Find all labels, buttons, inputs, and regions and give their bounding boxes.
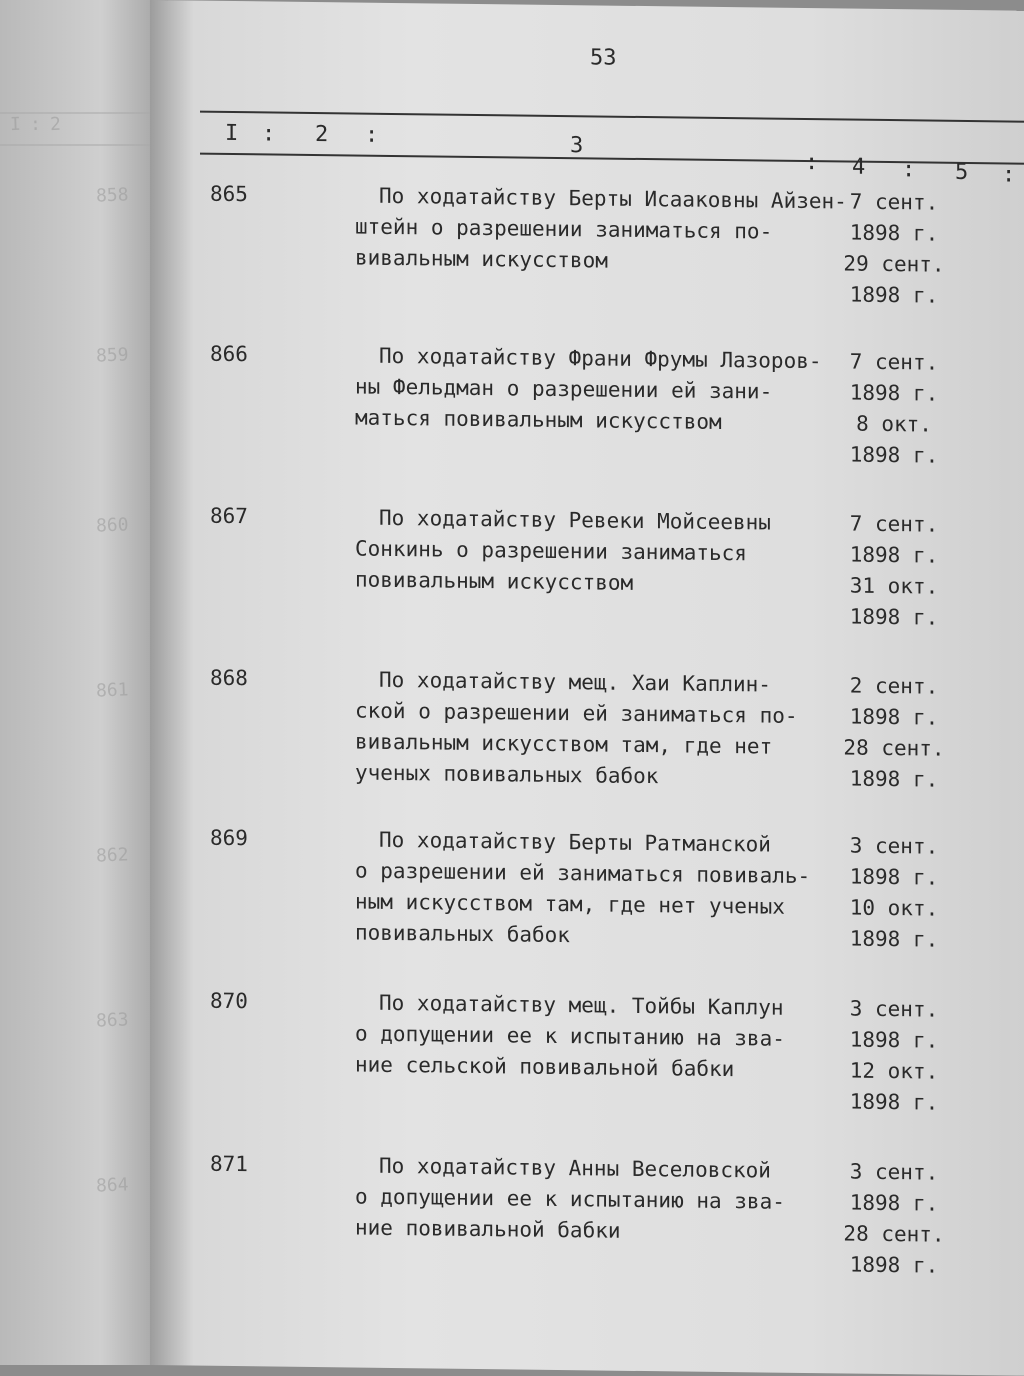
start-year: 1898 г. [849,220,939,246]
facing-page-number: 863 [95,1009,129,1032]
description-line: По ходатайству мещ. Хаи Каплин- [379,667,771,697]
end-year: 1898 г. [849,1252,939,1278]
entry-description [355,503,815,602]
description-line: о допущении ее к испытанию на зва- [355,1021,785,1051]
description-line: маться повивальным искусством [355,405,722,434]
description-line: ученых повивальных бабок [355,760,659,789]
end-year: 1898 г. [849,604,939,630]
facing-page-number: 861 [95,679,129,702]
description-line: ние сельской повивальной бабки [355,1052,735,1082]
register-entry [150,1148,1024,1278]
end-date: 8 окт. [856,411,932,437]
end-date: 12 окт. [849,1058,939,1084]
description-line: По ходатайству мещ. Тойбы Каплун [379,990,784,1020]
description-line: штейн о разрешении заниматься по- [355,214,773,244]
start-year: 1898 г. [849,1190,939,1216]
entry-description [355,825,815,955]
entry-number: 865 [210,181,248,207]
entry-dates [814,830,974,956]
description-line: о допущении ее к испытанию на зва- [355,1184,785,1214]
description-line: вивальным искусством [355,245,608,273]
start-date: 2 сент. [849,673,939,699]
description-line: о разрешении ей заниматься повиваль- [355,858,811,889]
entry-dates [814,993,974,1119]
column-separator: : [902,157,916,183]
description-line: По ходатайству Франи Фрумы Лазоров- [379,343,822,374]
end-year: 1898 г. [849,442,939,468]
document-page [150,0,1024,1376]
description-line: вивальным искусством там, где нет [355,729,773,759]
register-entry [150,500,1024,630]
description-line: ние повивальной бабки [355,1215,621,1243]
header-top-rule [200,111,1024,123]
header-bottom-rule [200,153,1024,165]
entry-description [355,181,847,280]
entry-number: 866 [210,341,248,367]
start-date: 3 сент. [849,1159,939,1185]
register-entry [150,338,1024,468]
end-date: 31 окт. [849,573,939,599]
entry-number: 869 [210,825,248,851]
entry-description [355,1151,815,1250]
end-date: 28 сент. [843,735,945,761]
entry-dates [814,670,974,796]
start-date: 3 сент. [849,996,939,1022]
end-year: 1898 г. [849,926,939,952]
description-line: По ходатайству Берты Ратманской [379,827,771,857]
facing-page-header-col2: 2 [49,113,62,136]
description-line: повивальным искусством [355,567,634,595]
end-date: 29 сент. [843,251,945,277]
start-year: 1898 г. [849,1027,939,1053]
register-entry [150,985,1024,1115]
end-date: 10 окт. [849,895,939,921]
start-date: 3 сент. [849,833,939,859]
column-separator: : [365,122,379,148]
start-year: 1898 г. [849,704,939,730]
description-line: повивальных бабок [355,920,570,948]
end-year: 1898 г. [849,1089,939,1115]
end-date: 28 сент. [843,1221,945,1247]
entry-dates [814,346,974,472]
start-date: 7 сент. [849,511,939,537]
start-year: 1898 г. [849,542,939,568]
register-entry [150,662,1024,792]
description-line: ской о разрешении ей заниматься по- [355,698,798,728]
entry-number: 867 [210,503,248,529]
column-header-4: 4 [852,154,866,180]
page-number: 53 [590,45,617,71]
column-separator: : [1002,162,1016,188]
facing-page-number: 860 [95,514,129,537]
facing-page-header-sep: : [29,113,42,136]
end-year: 1898 г. [849,766,939,792]
column-separator: : [262,121,276,147]
facing-page-number: 859 [95,344,129,367]
facing-page-header-col1: I [9,113,22,136]
start-date: 7 сент. [849,189,939,215]
column-separator: : [805,150,819,176]
end-year: 1898 г. [849,282,939,308]
start-date: 7 сент. [849,349,939,375]
entry-dates [814,1156,974,1282]
register-entry [150,178,1024,308]
entry-number: 871 [210,1151,248,1177]
entry-number: 868 [210,665,248,691]
entry-description [355,988,815,1087]
column-header-1: I [225,120,239,147]
facing-page-number: 858 [95,184,129,207]
description-line: Сонкинь о разрешении заниматься [355,536,747,566]
facing-page-number: 864 [95,1174,129,1197]
start-year: 1898 г. [849,380,939,406]
entry-number: 870 [210,988,248,1014]
description-line: По ходатайству Анны Веселовской [379,1153,771,1183]
column-header-2: 2 [315,122,329,148]
facing-page-header-rule [0,112,160,146]
column-header-3: 3 [570,133,584,159]
description-line: По ходатайству Ревеки Мойсеевны [379,505,771,535]
facing-page [0,0,168,1365]
entry-dates [814,186,974,312]
description-line: ным искусством там, где нет ученых [355,889,785,919]
facing-page-number: 862 [95,844,129,867]
column-header-5: 5 [955,159,969,185]
register-entry [150,822,1024,952]
description-line: ны Фельдман о разрешении ей зани- [355,374,773,404]
entry-description [355,341,822,440]
description-line: По ходатайству Берты Исааковны Айзен- [379,183,847,214]
start-year: 1898 г. [849,864,939,890]
entry-dates [814,508,974,634]
entry-description [355,665,815,795]
